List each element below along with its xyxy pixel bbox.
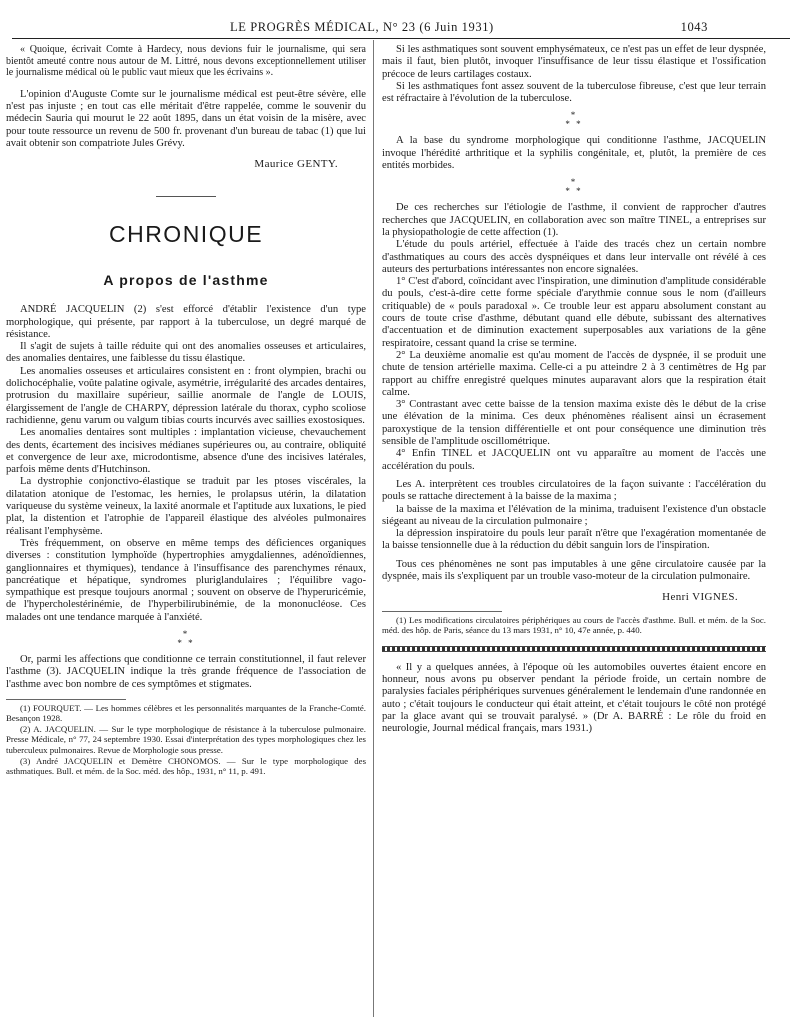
paragraph: Il s'agit de sujets à taille réduite qui ont des anomalies osseuses et articulaires, des anomalies dentaires, une faiblesse du tissu élastique.	[6, 341, 366, 365]
left-column	[6, 44, 366, 1019]
section-rule	[156, 196, 216, 197]
column-divider	[373, 40, 374, 1017]
right-column	[382, 44, 766, 1019]
paragraph: « Il y a quelques années, à l'époque où les automobiles ouvertes étaient encore en honneur, nous avons pu observer pendant la période froide, un certain nombre de paralysies faciales périphériques survenues généralement le lendemain d'une randonnée en auto ; c'était toujours le conducteur qui était atteint, et c'était toujours le côté non protégé par la glace avant qui se trouvait paralysé. » (Dr A. BARRÉ : Le rôle du froid en neurologie, Journal médical français, mars 1931.)	[382, 661, 766, 735]
paragraph: Or, parmi les affections que conditionne ce terrain constitutionnel, il faut relever l'asthme (3). JACQUELIN indique la très grande fréquence de l'association de l'asthme avec bon nombre de ces symptômes et stigmates.	[6, 653, 366, 690]
footnote-rule	[6, 699, 126, 700]
paragraph: 3° Contrastant avec cette baisse de la tension maxima existe dès le début de la crise une élévation de la minima. Ces deux phénomènes réalisent ainsi un écrasement paroxystique de la tension différentielle et ont pour conséquence une diminution très sensible de l'amplitude oscillométrique.	[382, 399, 766, 448]
author-signature: Maurice GENTY.	[254, 158, 338, 171]
paragraph: La dystrophie conjonctivo-élastique se traduit par les ptoses viscérales, la dilatation atonique de l'estomac, les hernies, le prolapsus utérin, la dilatation variqueuse du système veineux, la laxité anormale et l'aptitude aux luxations, le pied plat, la distention et l'atrophie de l'appareil élastique des alvéoles pulmonaires réalisant l'emphysème.	[6, 476, 366, 537]
paragraph: 1° C'est d'abord, coïncidant avec l'inspiration, une diminution d'amplitude considérable du pouls, c'est-à-dire cette forme spéciale d'arythmie connue sous le nom (d'ailleurs critiquable) de « pouls paradoxal ». Ce trouble leur est apparu absolument constant au cours de toute crise d'asthme, débutant quand elle débute, subissant des alternatives d'accentuation et de diminution exactement superposables aux variations de la gêne respiratoire, cessant quand la crise se termine.	[382, 276, 766, 349]
comte-quote: « Quoique, écrivait Comte à Hardecy, nous devions fuir le journalisme, qui sera bientôt ameuté contre nous autour de M. Littré, nous devons exceptionnellement utiliser le journalisme médical où le public vaut mieux que les écrivains ».	[6, 44, 366, 79]
page-number: 1043	[680, 20, 708, 34]
footnote: (2) A. JACQUELIN. — Sur le type morphologique de résistance à la tuberculose pulmonaire. Presse Médicale, n° 77, 24 septembre 1930. Essai d'interprétation des types morphologiques chez les tuberculeux pulmonaires. Revue de Morphologie sous presse.	[6, 724, 366, 755]
author-signature: Henri VIGNES.	[662, 591, 738, 604]
paragraph: Les anomalies osseuses et articulaires consistent en : front olympien, brachi ou dolichocéphalie, voûte palatine ogivale, asymétrie, irrégularité des arcades dentaires, protrusion du maxillaire supérieur, saillie anormale de l'angle de LOUIS, élargissement de l'angle de CHARPY, dépression latérale du thorax, cypho scoliose rachidienne, genu varum ou valgum tibias courts incurvés avec saillies exostosiques.	[6, 365, 366, 426]
paragraph: Les A. interprètent ces troubles circulatoires de la façon suivante : l'accélération du pouls se rattache directement à la baisse de la maxima ;	[382, 478, 766, 503]
paragraph: De ces recherches sur l'étiologie de l'asthme, il convient de rapprocher d'autres recherches que JACQUELIN, en collaboration avec son maître TINEL, a entreprises sur la physiopathologie de cette affection (1).	[382, 202, 766, 238]
paragraph: Les anomalies dentaires sont multiples : implantation vicieuse, chevauchement des dents, écartement des incisives médianes supérieures ou, au contraire, obliquité et convergence de leur axe, microdontisme, absence d'une des incisives latérales, parfois même dents d'Hutchinson.	[6, 427, 366, 476]
section-title: CHRONIQUE	[108, 221, 264, 248]
paragraph: Si les asthmatiques sont souvent emphysémateux, ce n'est pas un effet de leur dyspnée, mais il faut, bien plutôt, invoquer l'insuffisance de leur tissu élastique et l'ossification précoce de leurs cartilages costaux.	[382, 44, 766, 80]
paragraph: 2° La deuxième anomalie est qu'au moment de l'accès de dyspnée, il se produit une chute de tension artérielle maxima. Celle-ci a pu atteindre 2 à 3 centimètres de Hg par rapport au chiffre enregistré quelques minutes auparavant alors que la respiration était calme.	[382, 349, 766, 398]
footnote: (3) André JACQUELIN et Demètre CHONOMOS. — Sur le type morphologique des asthmatiques. Bull. et mém. de la Soc. méd. des hôp., 1931, n° 11, p. 491.	[6, 755, 366, 777]
section-separator	[382, 646, 766, 652]
header-rule	[12, 38, 790, 39]
paragraph: Tous ces phénomènes ne sont pas imputables à une gêne circulatoire causée par la dyspnée, mais ils s'expliquent par un trouble vaso-moteur de la circulation pulmonaire.	[382, 558, 766, 582]
paragraph: Très fréquemment, on observe en même temps des déficiences organiques diverses : constitution lymphoïde (hypertrophies amygdaliennes, adénoïdiennes, ganglionnaires et thymiques), tendance à l'insuffisance des parenchymes rénaux, pancréatique et hépatique, syndromes pluriglandulaires ; l'équilibre vago-sympathique est presque toujours anormal ; souvent on observe de l'hyperuricémie, de l'hypercholestérinémie, de l'hyperbilirubinémie, de la mononucléose. Ces malades ont une tendance marquée à l'anxiété.	[6, 537, 366, 623]
paragraph: L'étude du pouls artériel, effectuée à l'aide des tracés chez un certain nombre d'asthmatiques au cours des accès dyspnéiques et dans leur intervalle ont révélé à ces auteurs des perturbations intéressantes non encore signalées.	[382, 239, 766, 275]
asterism-ornament: * * *	[565, 177, 583, 197]
running-header	[0, 20, 800, 36]
footnote: (1) Les modifications circulatoires périphériques au cours de l'accès d'asthme. Bull. et mém. de la Soc. méd. des hôp. de Paris, séance du 13 mars 1931, n° 10, 47e année, p. 440.	[382, 615, 766, 636]
paragraph: A la base du syndrome morphologique qui conditionne l'asthme, JACQUELIN invoque l'hérédité arthritique et la syphilis congénitale, et, plutôt, la première de ces entités morbides.	[382, 135, 766, 172]
footnote: (1) FOURQUET. — Les hommes célèbres et les personnalités marquantes de la Franche-Comté. Besançon 1928.	[6, 702, 366, 724]
paragraph: 4° Enfin TINEL et JACQUELIN ont vu apparaître au moment de l'accès une accélération du pouls.	[382, 448, 766, 472]
asterism-ornament: * * *	[177, 628, 195, 648]
article-title: A propos de l'asthme	[103, 272, 269, 289]
paragraph: ANDRÉ JACQUELIN (2) s'est efforcé d'établir l'existence d'un type morphologique, qui présente, par rapport à la tuberculose, un degré marqué de résistance.	[6, 304, 366, 340]
journal-title: LE PROGRÈS MÉDICAL, N° 23 (6 Juin 1931)	[230, 20, 494, 34]
paragraph: L'opinion d'Auguste Comte sur le journalisme médical est peut-être sévère, elle n'est pas injuste ; en tout cas elle méritait d'être rappelée, comme le souvenir du médecin Sauria qui mourut le 22 août 1895, dans un état voisin de la misère, avec pour toute ressource un revenu de 500 fr. provenant d'un bureau de tabac (1) que lui avait obtenir son compatriote Jules Grévy.	[6, 88, 366, 149]
paragraph: Si les asthmatiques font assez souvent de la tuberculose fibreuse, c'est que leur terrain est réfractaire à l'évolution de la tuberculose.	[382, 80, 766, 105]
footnote-rule	[382, 611, 502, 612]
paragraph: la baisse de la maxima et l'élévation de la minima, traduisent l'existence d'un obstacle siégeant au niveau de la circulation pulmonaire ;	[382, 503, 766, 527]
paragraph: la dépression inspiratoire du pouls leur paraît n'être que l'exagération momentanée de la baisse tensionnelle due à la réduction du débit sanguin lors de l'inspiration.	[382, 528, 766, 552]
asterism-ornament: * * *	[565, 110, 583, 130]
